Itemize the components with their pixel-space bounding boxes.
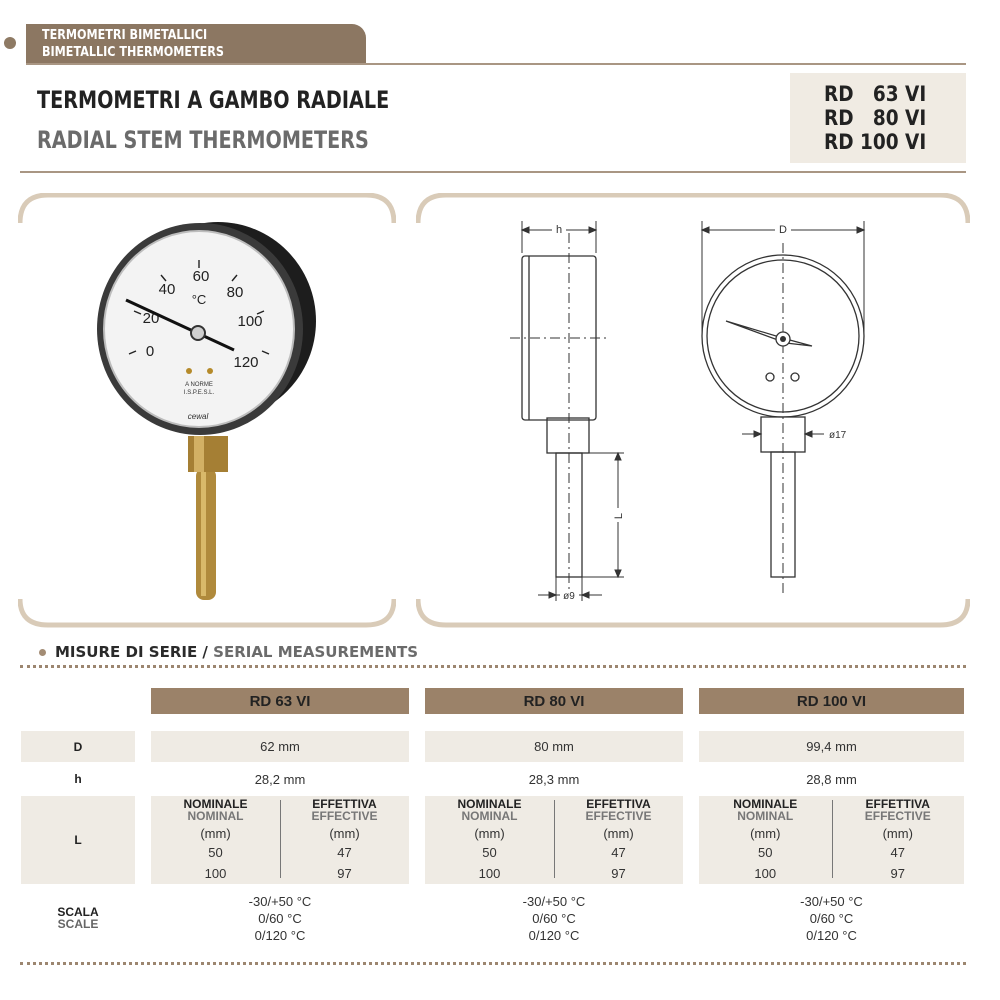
footer-dotted-rule [20,962,966,965]
column-header-rd100: RD 100 VI [699,688,964,714]
page-title-english: RADIAL STEM THERMOMETERS [37,126,369,154]
section-bullet [39,649,46,656]
scale-value: -30/+50 °C [248,894,312,909]
scale-value: 0/120 °C [254,928,306,943]
panel-frame-bottom [418,599,968,625]
effective-column [280,796,409,884]
header-rule [20,171,966,173]
effective-heading-it: EFFETTIVA [586,797,651,811]
dial-label-40: 40 [158,281,176,298]
dial-label-0: 0 [145,343,155,360]
nominal-heading-it: NOMINALE [183,797,248,811]
label-L: L [613,512,625,520]
model-code-63: RD 63 VI [824,82,927,106]
header-bullet [4,37,16,49]
category-rule [26,63,966,65]
nominal-value-100: 100 [754,866,777,881]
effective-unit: (mm) [603,826,634,841]
effective-heading-it: EFFETTIVA [312,797,377,811]
dial-label-20: 20 [142,310,160,327]
side-view-centerlines [510,233,610,593]
cell-scale-rd100 [699,893,964,944]
section-title-english: SERIAL MEASUREMENTS [213,643,419,661]
nominal-column [699,796,832,884]
effective-unit: (mm) [882,826,913,841]
needle-hub [191,326,205,340]
dial-label-100: 100 [237,313,263,330]
cell-D-rd100: 99,4 mm [699,731,964,762]
cell-L-rd100 [699,796,964,884]
nominal-value-50: 50 [758,845,773,860]
nominal-heading-it: NOMINALE [733,797,798,811]
front-needle [726,321,812,346]
stem-highlight [201,471,206,596]
panel-frame-top [20,195,394,223]
category-italian: TERMOMETRI BIMETALLICI [42,28,208,43]
nominal-unit: (mm) [200,826,231,841]
model-code-80: RD 80 VI [824,106,927,130]
panel-frame-top [418,195,968,223]
category-english: BIMETALLIC THERMOMETERS [42,45,224,60]
label-d17: ø17 [829,430,847,441]
scale-value: -30/+50 °C [800,894,863,909]
scale-value: 0/60 °C [532,911,576,926]
label-h: h [555,224,563,236]
column-header-rd63: RD 63 VI [151,688,409,714]
cell-D-rd63: 62 mm [151,731,409,762]
scale-value: 0/60 °C [258,911,302,926]
effective-value-47: 47 [337,845,352,860]
section-title-italian: MISURE DI SERIE [55,643,198,661]
nominal-heading-en: NOMINAL [461,809,518,823]
fitting-highlight [194,436,204,472]
cell-scale-rd63 [151,893,409,944]
photo-panel [18,193,396,629]
effective-heading-en: EFFECTIVE [311,809,378,823]
row-label-scale [21,900,135,936]
nominal-heading-en: NOMINAL [187,809,244,823]
scale-value: 0/120 °C [806,928,857,943]
nominal-unit: (mm) [750,826,781,841]
label-d9: ø9 [563,591,575,602]
nominal-heading-en: NOMINAL [737,809,794,823]
brand-logo: cewal [187,412,209,421]
nominal-value-50: 50 [208,845,223,860]
cell-scale-rd80 [425,893,683,944]
label-D: D [779,224,787,236]
nominal-column [425,796,554,884]
row-label-L: L [21,796,135,884]
cell-h-rd100: 28,8 mm [806,771,857,787]
dial-unit: °C [191,292,207,307]
dial-label-60: 60 [192,268,210,285]
cell-h-rd80: 28,3 mm [528,771,580,787]
effective-heading-en: EFFECTIVE [585,809,652,823]
section-title-separator: / [197,643,214,661]
scale-value: -30/+50 °C [522,894,586,909]
effective-column [554,796,683,884]
effective-unit: (mm) [329,826,360,841]
section-dotted-rule [20,665,966,668]
effective-value-97: 97 [890,866,905,881]
calibration-screw-left [186,368,192,374]
dial-label-80: 80 [226,284,244,301]
norm-text-2: I.S.P.E.S.L. [183,390,215,396]
norm-text-1: A NORME [185,382,213,388]
cell-h-rd63: 28,2 mm [254,771,306,787]
row-label-D: D [21,731,135,762]
row-label-scale-it: SCALA [57,905,99,919]
effective-heading-it: EFFETTIVA [865,797,930,811]
section-title [55,643,418,661]
nominal-heading-it: NOMINALE [457,797,522,811]
effective-column [832,796,965,884]
scale-value: 0/60 °C [809,911,854,926]
cell-L-rd80 [425,796,683,884]
side-view [522,256,596,577]
nominal-value-100: 100 [204,866,227,881]
effective-heading-en: EFFECTIVE [864,809,931,823]
nominal-value-50: 50 [482,845,497,860]
effective-value-97: 97 [611,866,626,881]
column-header-rd80: RD 80 VI [425,688,683,714]
calibration-screw-right [207,368,213,374]
effective-value-47: 47 [890,845,905,860]
drawing-panel [416,193,970,629]
effective-value-97: 97 [337,866,352,881]
scale-value: 0/120 °C [528,928,580,943]
nominal-column [151,796,280,884]
model-code-100: RD 100 VI [824,130,927,154]
dial-label-120: 120 [233,354,259,371]
effective-value-47: 47 [611,845,626,860]
cell-L-rd63 [151,796,409,884]
nominal-value-100: 100 [478,866,501,881]
row-label-h: h [74,772,82,786]
row-label-scale-en: SCALE [57,917,99,931]
panel-frame-bottom [20,599,394,625]
page-title-italian: TERMOMETRI A GAMBO RADIALE [37,86,390,114]
nominal-unit: (mm) [474,826,505,841]
cell-D-rd80: 80 mm [425,731,683,762]
